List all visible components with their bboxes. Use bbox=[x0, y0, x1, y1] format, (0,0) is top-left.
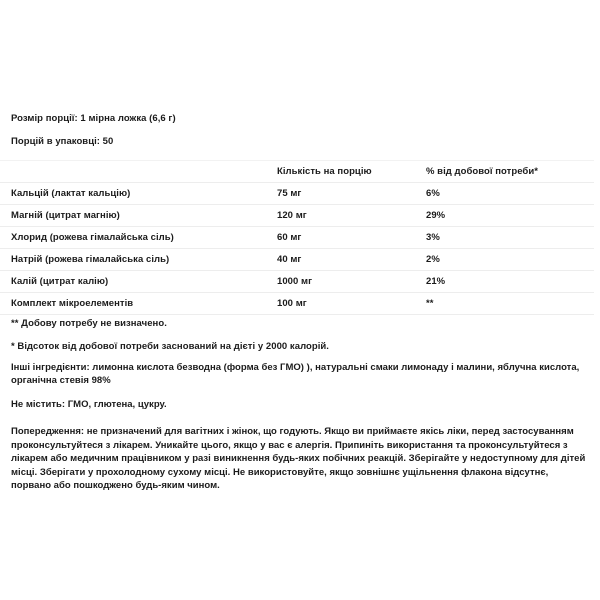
cell-amount: 75 мг bbox=[266, 183, 418, 205]
product-details-block bbox=[11, 361, 595, 493]
warning-paragraph: Попередження: не призначений для вагітних і жінок, що годують. Якщо ви приймаєте якісь ліки, перед застосуванням проконсультуйтеся з лікарем. Уникайте цього, якщо у вас є алергія. Припиніть використання та проконсультуйтеся з лікарем або медичним працівником у разі виникнення будь-яких побічних реакцій. Зберігайте у недоступному для дітей місці. Зберігати у прохолодному сухому місці. Не використовуйте, якщо зовнішнє ущільнення флакона відсутнє, порвано або пошкоджено будь-яким чином. bbox=[11, 426, 586, 491]
table-row bbox=[0, 205, 594, 227]
footnotes-block bbox=[11, 318, 591, 364]
cell-nutrient: Хлорид (рожева гімалайська сіль) bbox=[0, 227, 266, 249]
cell-nutrient: Натрій (рожева гімалайська сіль) bbox=[0, 249, 266, 271]
cell-nutrient: Калій (цитрат калію) bbox=[0, 271, 266, 293]
cell-daily-value: 6% bbox=[418, 183, 594, 205]
table-body bbox=[0, 183, 594, 315]
cell-amount: 60 мг bbox=[266, 227, 418, 249]
cell-amount: 120 мг bbox=[266, 205, 418, 227]
cell-daily-value: 29% bbox=[418, 205, 594, 227]
table-header bbox=[0, 161, 594, 183]
column-header-nutrient bbox=[0, 161, 266, 183]
cell-daily-value: 2% bbox=[418, 249, 594, 271]
table-header-row bbox=[0, 161, 594, 183]
footnote-percent-daily-value-basis: * Відсоток від добової потреби заснований на дієті у 2000 калорій. bbox=[11, 341, 330, 352]
cell-nutrient: Комплект мікроелементів bbox=[0, 293, 266, 315]
free-of-paragraph: Не містить: ГМО, глютена, цукру. bbox=[11, 399, 167, 410]
serving-info-block bbox=[11, 113, 581, 159]
cell-nutrient: Магній (цитрат магнію) bbox=[0, 205, 266, 227]
cell-amount: 1000 мг bbox=[266, 271, 418, 293]
cell-daily-value: ** bbox=[418, 293, 594, 315]
cell-amount: 100 мг bbox=[266, 293, 418, 315]
cell-daily-value: 3% bbox=[418, 227, 594, 249]
cell-daily-value: 21% bbox=[418, 271, 594, 293]
table-row bbox=[0, 271, 594, 293]
column-header-amount-per-serving: Кількість на порцію bbox=[266, 161, 418, 183]
table-row bbox=[0, 249, 594, 271]
table-row bbox=[0, 227, 594, 249]
table-row bbox=[0, 293, 594, 315]
other-ingredients-paragraph: Інші інгредієнти: лимонна кислота безводна (форма без ГМО) ), натуральні смаки лимонаду і малини, яблучна кислота, органічна стевія 98% bbox=[11, 362, 580, 386]
footnote-daily-value-not-established: ** Добову потребу не визначено. bbox=[11, 318, 167, 329]
supplement-facts-table bbox=[0, 160, 594, 315]
cell-amount: 40 мг bbox=[266, 249, 418, 271]
cell-nutrient: Кальцій (лактат кальцію) bbox=[0, 183, 266, 205]
table-row bbox=[0, 183, 594, 205]
servings-per-container-line: Порцій в упаковці: 50 bbox=[11, 136, 114, 147]
serving-size-line: Розмір порції: 1 мірна ложка (6,6 г) bbox=[11, 113, 176, 124]
column-header-daily-value: % від добової потреби* bbox=[418, 161, 594, 183]
